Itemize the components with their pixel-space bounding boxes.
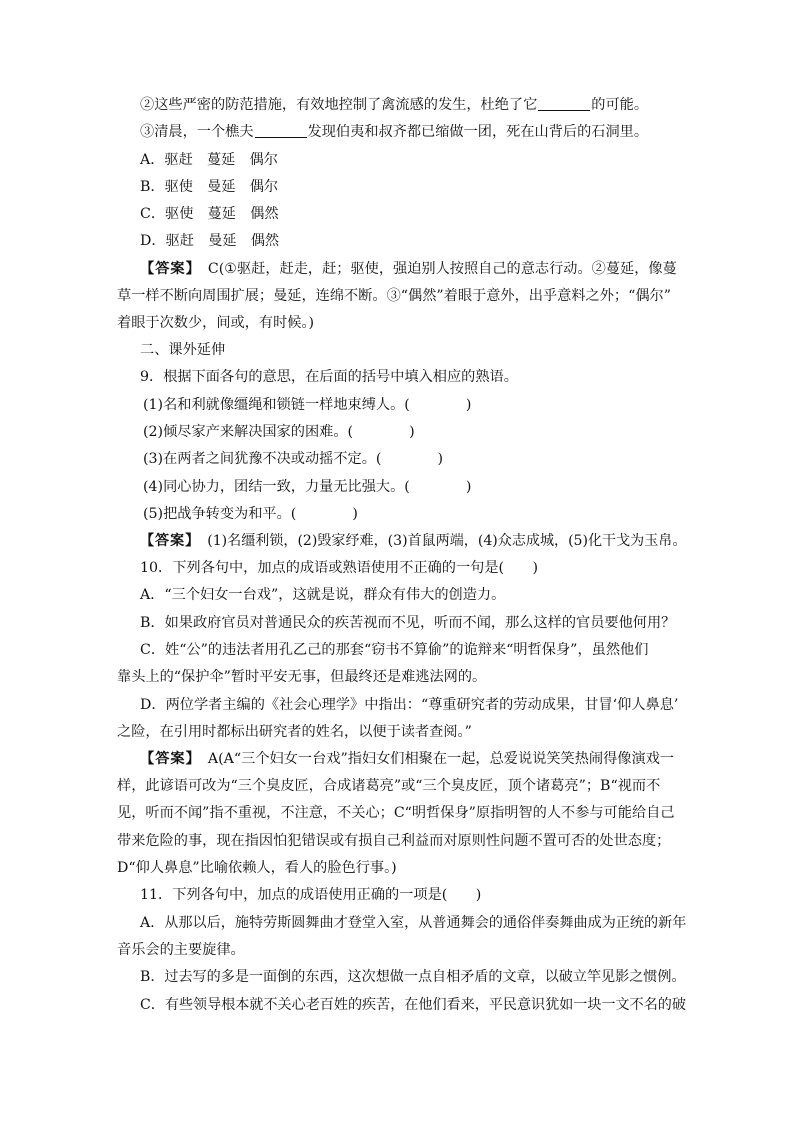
q10-stem: 10．下列各句中，加点的成语或熟语使用不正确的一句是( ) <box>140 560 539 576</box>
q9-item-5: (5)把战争转变为和平。( ) <box>143 506 358 522</box>
fill-blank <box>255 123 307 138</box>
section-title: 二、课外延伸 <box>140 342 226 358</box>
q10-answer-line-1: 【答案】 A(A“三个妇女一台戏”指妇女们相聚在一起，总爱说说笑笑热闹得像演戏一 <box>140 751 675 767</box>
q8-option-a: A．驱赶 蔓延 偶尔 <box>140 152 278 168</box>
q9-item-3: (3)在两者之间犹豫不决或动摇不定。( ) <box>143 451 443 467</box>
q11-option-a-line-2: 音乐会的主要旋律。 <box>117 942 245 958</box>
q11-option-b: B．过去写的多是一面倒的东西，这次想做一点自相矛盾的文章，以破立竿见影之惯例。 <box>140 969 686 985</box>
answer-tag: 【答案】 <box>140 533 194 549</box>
q10-answer-line-5: D“仰人鼻息”比喻依赖人，看人的脸色行事。) <box>117 860 397 876</box>
q10-option-c-line-1: C．姓“公”的违法者用孔乙己的那套“窃书不算偷”的诡辩来“明哲保身”，虽然他们 <box>140 642 649 658</box>
q8-answer-line-1: 【答案】 C(①驱赶，赶走，赶；驱使，强迫别人按照自己的意志行动。②蔓延，像蔓 <box>140 261 677 277</box>
q8-option-b: B．驱使 曼延 偶尔 <box>140 179 279 195</box>
q8-answer-line-2: 草一样不断向周围扩展；曼延，连绵不断。③“偶然”着眼于意外，出乎意料之外；“偶尔” <box>117 288 671 304</box>
q8-item-3: ③清晨，一个樵夫 发现伯夷和叔齐都已缩做一团，死在山背后的石洞里。 <box>140 124 649 140</box>
q8-option-c: C．驱使 蔓延 偶然 <box>140 206 279 222</box>
q11-option-c-line-1: C．有些领导根本就不关心老百姓的疾苦，在他们看来，平民意识犹如一块一文不名的破 <box>140 997 686 1013</box>
q10-option-b: B．如果政府官员对普通民众的疾苦视而不见，听而不闻，那么这样的官员要他何用？ <box>140 615 676 631</box>
fill-blank <box>538 96 590 111</box>
q11-stem: 11．下列各句中，加点的成语使用正确的一项是( ) <box>140 887 482 903</box>
q8-option-d: D．驱赶 曼延 偶然 <box>140 233 280 249</box>
q10-option-d-line-2: 之险，在引用时都标出研究者的姓名，以便于读者查阅。” <box>117 724 472 740</box>
q10-option-a: A．“三个妇女一台戏”，这就是说，群众有伟大的创造力。 <box>140 587 506 603</box>
q8-item-2: ②这些严密的防范措施，有效地控制了禽流感的发生，杜绝了它 的可能。 <box>140 97 649 113</box>
q9-item-4: (4)同心协力，团结一致，力量无比强大。( ) <box>143 479 472 495</box>
q10-answer-line-4: 带来危险的事，现在指因怕犯错误或有损自己利益而对原则性问题不置可否的处世态度； <box>117 833 671 849</box>
q8-answer-line-3: 着眼于次数少，间或，有时候。) <box>117 315 315 331</box>
q10-option-c-line-2: 靠头上的“保护伞”暂时平安无事，但最终还是难逃法网的。 <box>117 669 487 685</box>
q10-option-d-line-1: D．两位学者主编的《社会心理学》中指出：“尊重研究者的劳动成果，甘冒‘仰人鼻息’ <box>140 697 679 713</box>
q10-answer-line-3: 见，听而不闻”指不重视，不注意，不关心；C“明哲保身”原指明智的人不参与可能给自己 <box>117 805 675 821</box>
q9-stem: 9．根据下面各句的意思，在后面的括号中填入相应的熟语。 <box>140 369 518 385</box>
q9-item-1: (1)名和利就像缰绳和锁链一样地束缚人。( ) <box>143 397 472 413</box>
answer-tag: 【答案】 <box>140 261 194 277</box>
q9-answer: 【答案】 (1)名缰利锁，(2)毁家纾难，(3)首鼠两端，(4)众志成城，(5)化干戈为玉帛。 <box>140 533 687 549</box>
q10-answer-line-2: 样，此谚语可改为“三个臭皮匠，合成诸葛亮”或“三个臭皮匠，顶个诸葛亮”；B“视而不 <box>117 778 661 794</box>
answer-tag: 【答案】 <box>140 751 194 767</box>
q11-option-a-line-1: A．从那以后，施特劳斯圆舞曲才登堂入室，从普通舞会的通俗伴奏舞曲成为正统的新年 <box>140 915 687 931</box>
q9-item-2: (2)倾尽家产来解决国家的困难。( ) <box>143 424 415 440</box>
